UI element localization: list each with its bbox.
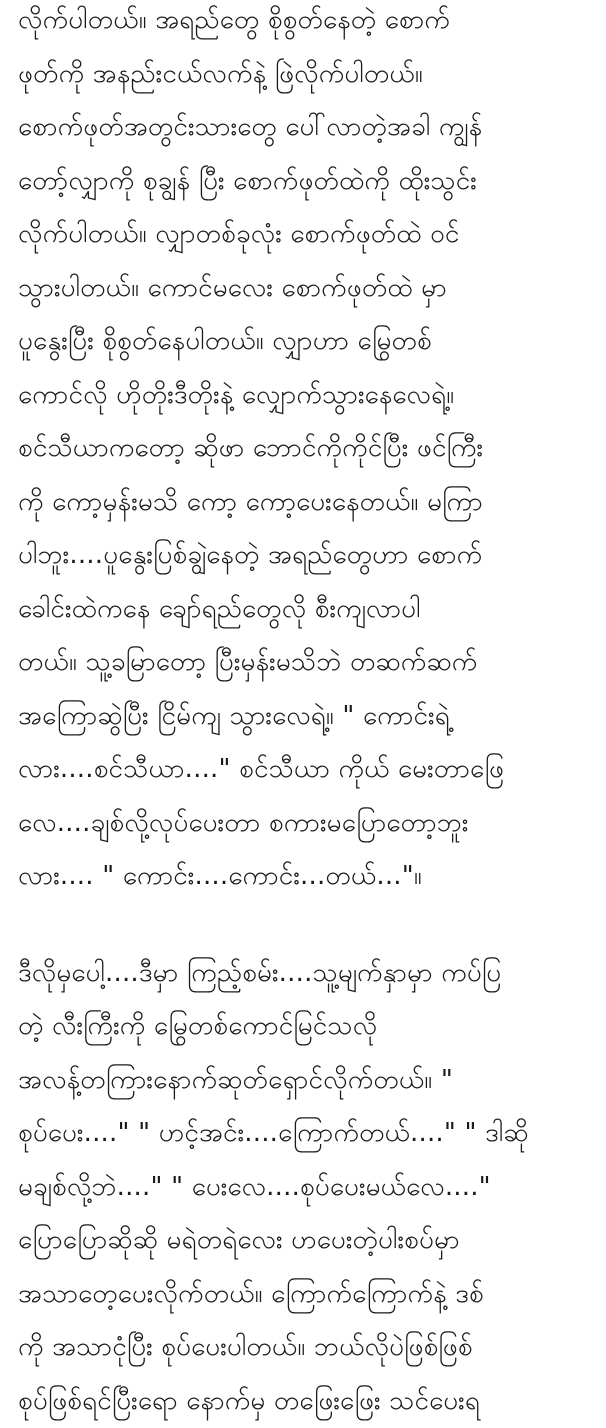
paragraph-spacer (18, 904, 592, 947)
text-line: တော့်လျှာကို စုချွန် ပြီး စောက်ဖုတ်ထဲကို ထိုးသွင်း (18, 155, 592, 209)
text-line: ကောင်လို ဟိုတိုးဒီတိုးနဲ့ လျှောက်သွားနေလေရဲ့။ (18, 369, 592, 423)
text-line: ဒီလိုမှပေါ့....ဒီမှာ ကြည့်စမ်း....သူ့မျက်နှာမှာ ကပ်ပြ (18, 947, 592, 1001)
text-line: အလန့်တကြားနောက်ဆုတ်ရှောင်လိုက်တယ်။ " (18, 1054, 592, 1108)
text-line: ပြောပြောဆိုဆို မရဲတရဲလေး ဟပေးတဲ့ပါးစပ်မှာ (18, 1214, 592, 1268)
text-line: ဖုတ်ကို အနည်းငယ်လက်နဲ့ ဖြဲလိုက်ပါတယ်။ (18, 48, 592, 102)
text-line: လေ....ချစ်လို့လုပ်ပေးတာ စကားမပြောတော့ဘူး (18, 797, 592, 851)
paragraph-2 (18, 947, 592, 1428)
text-line: လိုက်ပါတယ်။ အရည်တွေ စိုစွတ်နေတဲ့ စောက် (18, 0, 592, 48)
text-line: စုပ်ဖြစ်ရင်ပြီးရော နောက်မှ တဖြေးဖြေး သင်ပေးရ (18, 1375, 592, 1428)
text-line: လိုက်ပါတယ်။ လျှာတစ်ခုလုံး စောက်ဖုတ်ထဲ ဝင် (18, 208, 592, 262)
text-line: မချစ်လို့ဘဲ...." " ပေးလေ....စုပ်ပေးမယ်လေ...." (18, 1161, 592, 1215)
text-line: စောက်ဖုတ်အတွင်းသားတွေ ပေါ်လာတဲ့အခါ ကျွန် (18, 101, 592, 155)
text-line: လား....စင်သီယာ...." စင်သီယာ ကိုယ် မေးတာဖြေ (18, 743, 592, 797)
text-line: တဲ့ လီးကြီးကို မြွေတစ်ကောင်မြင်သလို (18, 1000, 592, 1054)
text-line: စုပ်ပေး...." " ဟင့်အင်း....ကြောက်တယ်...." " ဒါဆို (18, 1107, 592, 1161)
text-line: အကြောဆွဲပြီး ငြိမ်ကျ သွားလေရဲ့။ " ကောင်းရဲ့ (18, 690, 592, 744)
text-line: သွားပါတယ်။ ကောင်မလေး စောက်ဖုတ်ထဲ မှာ (18, 262, 592, 316)
text-line: ကို အသာငုံပြီး စုပ်ပေးပါတယ်။ ဘယ်လိုပဲဖြစ်ဖြစ် (18, 1321, 592, 1375)
text-line: ခေါင်းထဲကနေ ချော်ရည်တွေလို စီးကျလာပါ (18, 583, 592, 637)
text-line: အသာတေ့ပေးလိုက်တယ်။ ကြောက်ကြောက်နဲ့ ဒစ် (18, 1268, 592, 1322)
paragraph-1 (18, 0, 592, 904)
text-line: လား.... " ကောင်း....ကောင်း...တယ်..."။ (18, 850, 592, 904)
text-line: ပူနွေးပြီး စိုစွတ်နေပါတယ်။ လျှာဟာ မြွေတစ် (18, 315, 592, 369)
text-line: ကို ကော့မှန်းမသိ ကော့ ကော့ပေးနေတယ်။ မကြာ (18, 476, 592, 530)
text-line: တယ်။ သူ့ခမြာတော့ ပြီးမှန်းမသိဘဲ တဆက်ဆက် (18, 636, 592, 690)
text-line: စင်သီယာကတော့ ဆိုဖာ ဘောင်ကိုကိုင်ပြီး ဖင်ကြီး (18, 422, 592, 476)
text-line: ပါဘူး....ပူနွေးပြစ်ချွဲနေတဲ့ အရည်တွေဟာ စောက် (18, 529, 592, 583)
